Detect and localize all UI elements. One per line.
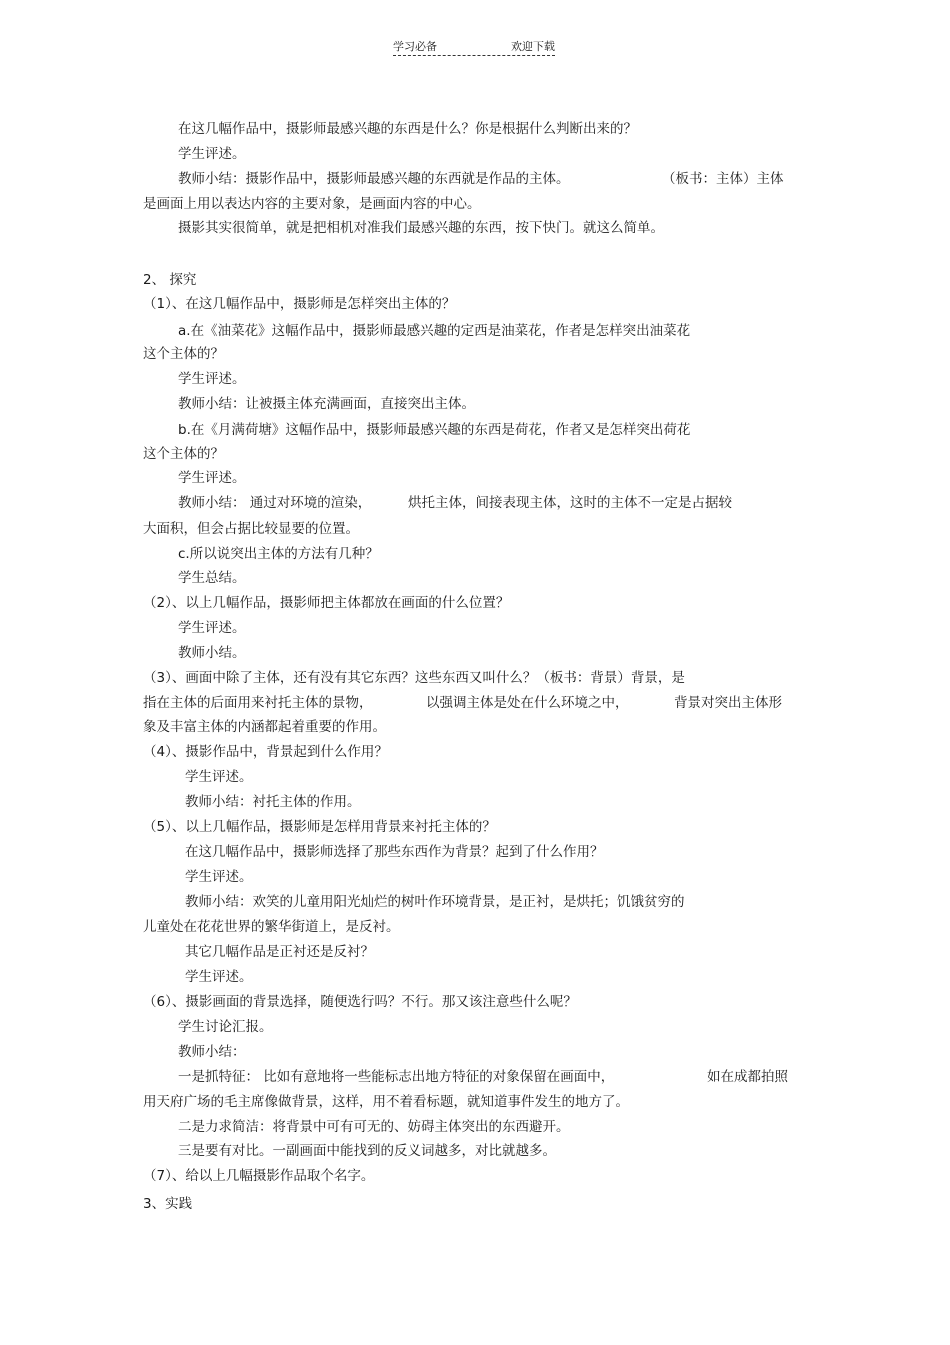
text-line: 烘托主体，间接表现主体，这时的主体不一定是占据较 xyxy=(408,495,732,511)
text-line: c.所以说突出主体的方法有几种？ xyxy=(178,546,379,562)
section-heading: 3、实践 xyxy=(143,1196,193,1212)
header-right-text: 欢迎下载 xyxy=(511,40,555,53)
text-line: 在这几幅作品中，摄影师选择了那些东西作为背景？起到了什么作用？ xyxy=(185,844,604,860)
text-line: 学生评述。 xyxy=(178,470,246,486)
text-line: 教师小结：衬托主体的作用。 xyxy=(185,794,361,810)
section-heading: 2、 探究 xyxy=(143,272,197,288)
text-line: 一是抓特征： 比如有意地将一些能标志出地方特征的对象保留在画面中， xyxy=(178,1069,615,1085)
text-line: a.在《油菜花》这幅作品中，摄影师最感兴趣的定西是油菜花，作者是怎样突出油菜花 xyxy=(178,323,691,339)
text-line: 教师小结：摄影作品中，摄影师最感兴趣的东西就是作品的主体。 xyxy=(178,171,570,187)
text-line: 学生讨论汇报。 xyxy=(178,1019,273,1035)
text-line: 教师小结： xyxy=(178,1044,246,1060)
text-line: 象及丰富主体的内涵都起着重要的作用。 xyxy=(143,719,386,735)
question-heading: （2）、以上几幅作品，摄影师把主体都放在画面的什么位置？ xyxy=(143,595,510,611)
text-line: 教师小结。 xyxy=(178,645,246,661)
text-line: 二是力求简洁：将背景中可有可无的、妨碍主体突出的东西避开。 xyxy=(178,1119,570,1135)
text-line: 摄影其实很简单，就是把相机对准我们最感兴趣的东西，按下快门。就这么简单。 xyxy=(178,220,664,236)
text-line: b.在《月满荷塘》这幅作品中，摄影师最感兴趣的东西是荷花，作者又是怎样突出荷花 xyxy=(178,422,691,438)
text-line: 学生评述。 xyxy=(178,620,246,636)
question-heading: （7）、给以上几幅摄影作品取个名字。 xyxy=(143,1168,375,1184)
text-line: 教师小结：欢笑的儿童用阳光灿烂的树叶作环境背景，是正衬，是烘托；饥饿贫穷的 xyxy=(185,894,685,910)
text-line: 用天府广场的毛主席像做背景，这样，用不着看标题，就知道事件发生的地方了。 xyxy=(143,1094,629,1110)
text-line: 学生评述。 xyxy=(185,769,253,785)
text-line: 这个主体的？ xyxy=(143,346,224,362)
text-line: 这个主体的？ xyxy=(143,446,224,462)
text-line: 在这几幅作品中，摄影师最感兴趣的东西是什么？你是根据什么判断出来的？ xyxy=(178,121,637,137)
text-line: （板书：主体）主体 xyxy=(662,171,784,187)
text-line: 其它几幅作品是正衬还是反衬？ xyxy=(185,944,374,960)
question-heading: （6）、摄影画面的背景选择，随便选行吗？不行。那又该注意些什么呢？ xyxy=(143,994,577,1010)
text-line: 学生总结。 xyxy=(178,570,246,586)
question-heading: （3）、画面中除了主体，还有没有其它东西？这些东西又叫什么？（板书：背景）背景，是 xyxy=(143,670,685,686)
text-line: 以强调主体是处在什么环境之中， xyxy=(426,695,629,711)
page-header xyxy=(393,40,555,56)
question-heading: （5）、以上几幅作品，摄影师是怎样用背景来衬托主体的？ xyxy=(143,819,496,835)
text-line: 学生评述。 xyxy=(178,146,246,162)
text-line: 学生评述。 xyxy=(185,969,253,985)
header-left-text: 学习必备 xyxy=(393,40,437,53)
text-line: 学生评述。 xyxy=(178,371,246,387)
text-line: 背景对突出主体形 xyxy=(674,695,782,711)
text-line: 如在成都拍照 xyxy=(707,1069,788,1085)
question-heading: （1）、在这几幅作品中，摄影师是怎样突出主体的？ xyxy=(143,296,456,312)
question-heading: （4）、摄影作品中，背景起到什么作用？ xyxy=(143,744,388,760)
text-line: 三是要有对比。一副画面中能找到的反义词越多，对比就越多。 xyxy=(178,1143,556,1159)
text-line: 教师小结： 通过对环境的渲染， xyxy=(178,495,372,511)
header-divider xyxy=(393,55,555,56)
text-line: 学生评述。 xyxy=(185,869,253,885)
text-line: 教师小结：让被摄主体充满画面，直接突出主体。 xyxy=(178,396,475,412)
text-line: 指在主体的后面用来衬托主体的景物， xyxy=(143,695,373,711)
text-line: 是画面上用以表达内容的主要对象，是画面内容的中心。 xyxy=(143,196,481,212)
text-line: 大面积，但会占据比较显要的位置。 xyxy=(143,521,359,537)
text-line: 儿童处在花花世界的繁华街道上，是反衬。 xyxy=(143,919,400,935)
